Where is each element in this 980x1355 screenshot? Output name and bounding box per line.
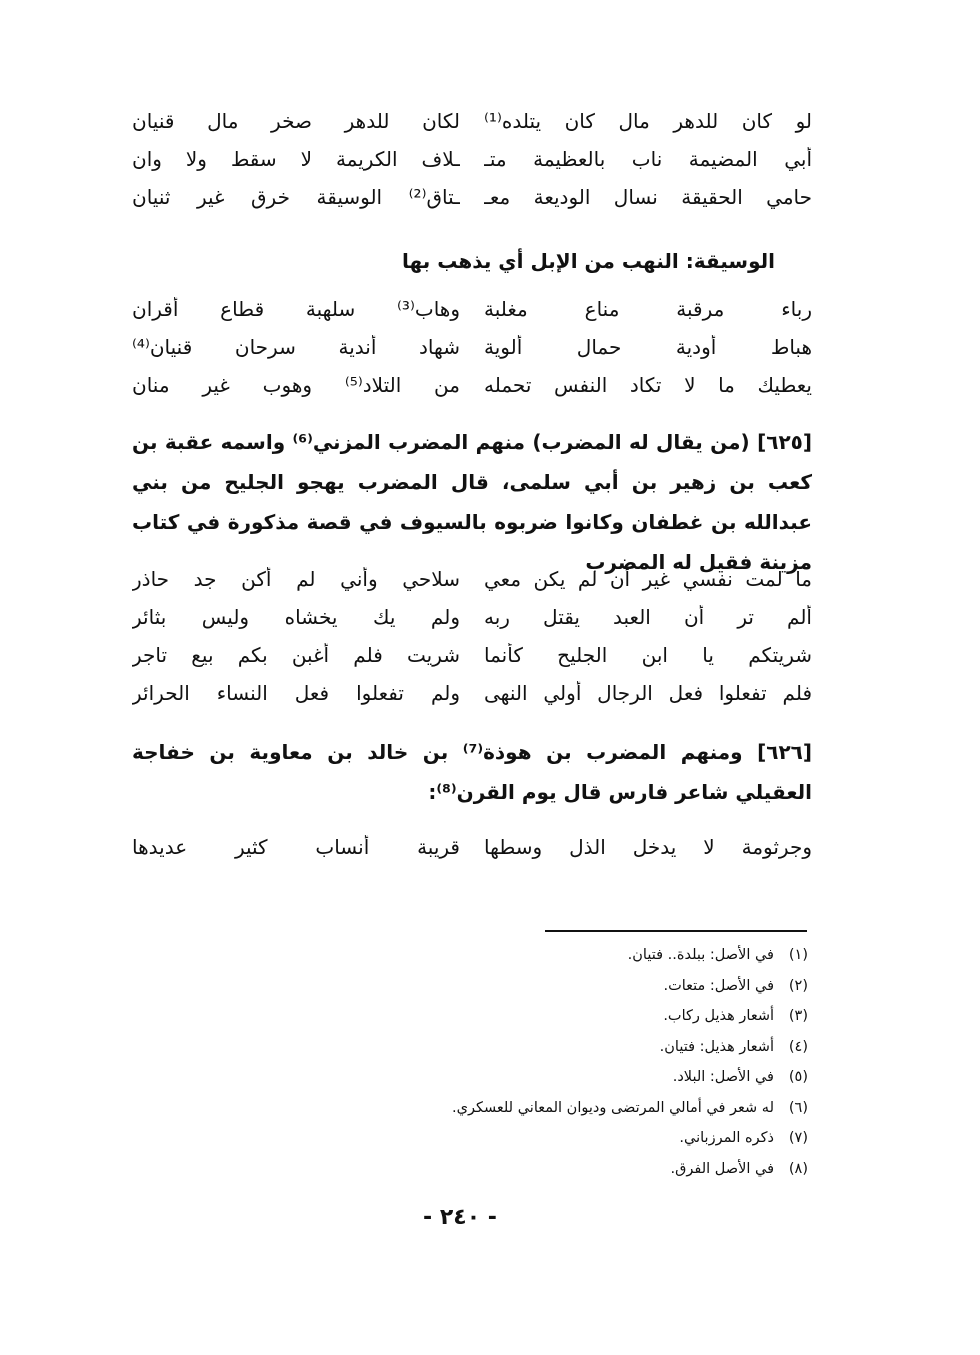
verse-first-hemistich: شريتكم يا ابن الجليح كأنما bbox=[484, 643, 812, 667]
verse bbox=[132, 140, 812, 178]
verse bbox=[132, 598, 812, 636]
footnote-number: (٢) bbox=[788, 977, 808, 994]
page-number: - ٢٤٠ - bbox=[423, 1205, 497, 1230]
gloss-line: الوسيقة: النهب من الإبل أي يذهب بها bbox=[402, 249, 775, 273]
footnote bbox=[188, 1093, 808, 1124]
verse bbox=[132, 178, 812, 216]
poem-block-4 bbox=[132, 828, 812, 866]
verse-first-hemistich: فلم تفعلوا فعل الرجال أولي النهى bbox=[484, 681, 812, 705]
verse-second-hemistich: ولم تفعلوا فعل النساء الحرائر bbox=[132, 681, 460, 705]
verse-first-hemistich: أبي المضيمة ناب بالعظيمة متـ bbox=[484, 147, 812, 171]
verse bbox=[132, 636, 812, 674]
verse-first-hemistich: ما لمت نفسي غير أن لم يكن معي bbox=[484, 567, 812, 591]
verse-first-hemistich: ألم تر أن العبد يقتل ربه bbox=[484, 605, 812, 629]
verse-first-hemistich: هباط أودية حمال ألوية bbox=[484, 335, 812, 359]
verse bbox=[132, 290, 812, 328]
poem-block-3 bbox=[132, 560, 812, 712]
footnote-number: (٦) bbox=[788, 1099, 808, 1116]
verse-first-hemistich: حامي الحقيقة نسال الوديعة معـ bbox=[484, 185, 812, 209]
footnote-text: في الأصل: متعات. bbox=[663, 977, 774, 994]
verse-first-hemistich: لو كان للدهر مال كان يتلده⁽¹⁾ bbox=[484, 109, 812, 133]
verse bbox=[132, 102, 812, 140]
footnote-number: (٨) bbox=[788, 1160, 808, 1177]
footnote bbox=[188, 1154, 808, 1185]
verse bbox=[132, 560, 812, 598]
footnote-number: (٣) bbox=[788, 1008, 808, 1024]
footnote-text: له شعر في أمالي المرتضى وديوان المعاني للعسكري. bbox=[451, 1099, 774, 1116]
footnote-text: أشعار هذيل: فتيان. bbox=[659, 1038, 774, 1055]
entry-625 bbox=[132, 422, 812, 582]
footnote-number: (٥) bbox=[788, 1069, 808, 1085]
verse bbox=[132, 328, 812, 366]
verse-second-hemistich: ولم يك يخشاه وليس بثائر bbox=[132, 605, 460, 629]
poem-block-2 bbox=[132, 290, 812, 404]
verse-first-hemistich: رباء مرقبة مناع مغلبة bbox=[484, 297, 812, 321]
verse-second-hemistich: لكان للدهر صخر مال قنيان bbox=[132, 109, 460, 133]
verse-second-hemistich: شهاد أندية سرحان قنيان⁽⁴⁾ bbox=[132, 335, 460, 359]
footnote-text: في الأصل: البلاد. bbox=[672, 1069, 774, 1085]
verse-first-hemistich: يعطيك ما لا تكاد النفس تحمله bbox=[484, 373, 812, 397]
footnote bbox=[188, 1062, 808, 1093]
footnotes bbox=[188, 940, 808, 1184]
footnote-number: (٤) bbox=[788, 1038, 808, 1055]
verse bbox=[132, 828, 812, 866]
entry-625-text: [٦٢٥] (من يقال له المضرب) منهم المضرب المزني⁽⁶⁾ واسمه عقبة بن كعب بن زهير بن أبي سلمى، قال المضرب يهجو الجليح من بني عبدالله بن غطفان وكانوا ضربوه بالسيوف في قصة مذكورة في كتاب مزينة فقيل له المضرب bbox=[132, 430, 812, 574]
verse-first-hemistich: وجرثومة لا يدخل الذل وسطها bbox=[484, 835, 812, 859]
verse-second-hemistich: ـلاف الكريمة لا سقط ولا وان bbox=[132, 147, 460, 171]
footnote-number: (٧) bbox=[788, 1130, 808, 1146]
footnote-text: في الأصل الفرق. bbox=[670, 1160, 774, 1177]
entry-626-text: [٦٢٦] ومنهم المضرب بن هوذة⁽⁷⁾ بن خالد بن معاوية بن خفاجة العقيلي شاعر فارس قال يوم القرن⁽⁸⁾: bbox=[132, 740, 813, 804]
verse-second-hemistich: شريت فلم أغبن بكم بيع تاجر bbox=[132, 643, 460, 667]
verse-second-hemistich: من التلاد⁽⁵⁾ وهوب غير منان bbox=[132, 373, 460, 397]
footnote bbox=[188, 1123, 808, 1154]
verse bbox=[132, 674, 812, 712]
entry-626 bbox=[132, 732, 812, 812]
footnote bbox=[188, 940, 808, 971]
verse bbox=[132, 366, 812, 404]
footnote-number: (١) bbox=[788, 947, 808, 963]
poem-block-1 bbox=[132, 102, 812, 216]
footnote-text: ذكره المرزباني. bbox=[679, 1130, 774, 1146]
verse-second-hemistich: قريبة أنساب كثير عديدها bbox=[132, 835, 460, 859]
verse-second-hemistich: سلاحي وأني لم أكن جد حاذر bbox=[132, 567, 460, 591]
footnote bbox=[188, 971, 808, 1002]
footnote bbox=[188, 1032, 808, 1063]
footnote-text: أشعار هذيل ركاب. bbox=[663, 1008, 774, 1024]
footnote bbox=[188, 1001, 808, 1032]
footnote-separator bbox=[545, 930, 807, 932]
verse-second-hemistich: وهاب⁽³⁾ سلهبة قطاع أقران bbox=[132, 297, 460, 321]
verse-second-hemistich: ـتاق⁽²⁾ الوسيقة خرق غير ثنيان bbox=[132, 185, 460, 209]
footnote-text: في الأصل: ببلدة.. فتيان. bbox=[627, 947, 774, 963]
